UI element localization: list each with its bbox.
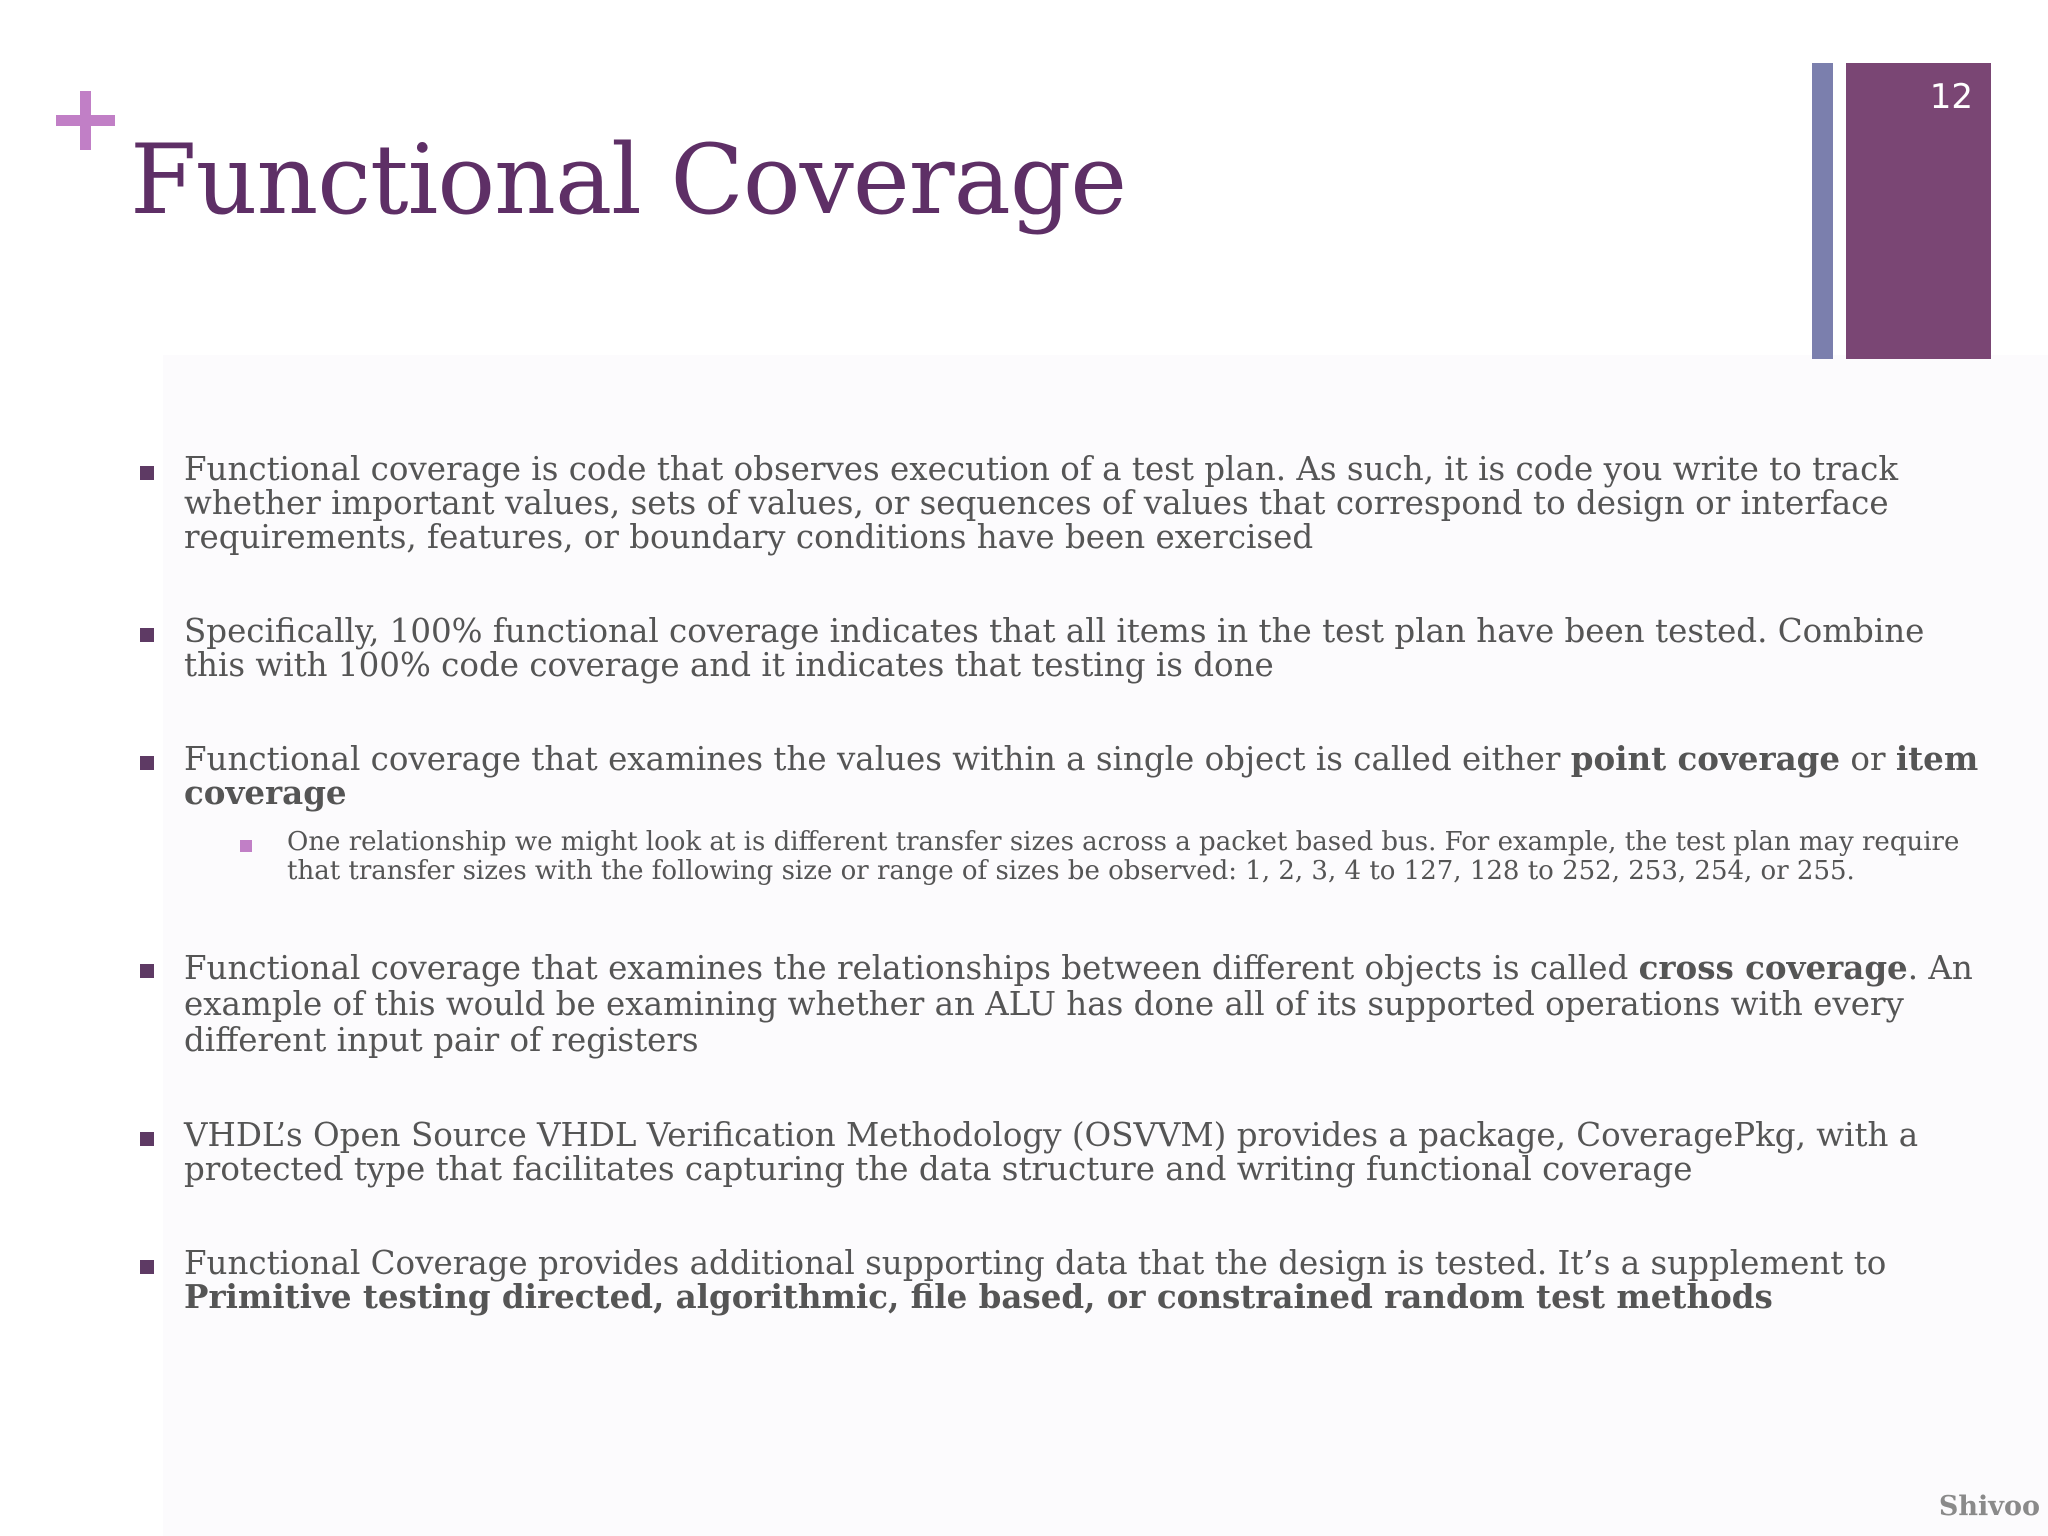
square-bullet-icon [140, 1132, 154, 1146]
footer-author: Shivoo [1938, 1491, 2040, 1522]
square-sub-bullet-icon [240, 840, 252, 852]
bullet-item [140, 1118, 1990, 1186]
square-bullet-icon [140, 628, 154, 642]
square-bullet-icon [140, 964, 154, 978]
bullet-text: Functional coverage that examines the values within a single object is called either [184, 740, 1571, 778]
page-number-block [1846, 63, 1991, 359]
square-bullet-icon [140, 466, 154, 480]
sub-bullet-text: One relationship we might look at is different transfer sizes across a packet based bus. For example, the test plan may require that transfer sizes with the following size or range of sizes be observed: 1, 2, 3, 4 to 127, 128 to 252, 253, 254, or 255. [287, 827, 1960, 886]
bold-term: item coverage [184, 739, 1979, 812]
slide-number: 12 [1929, 77, 1973, 117]
bullet-item [140, 614, 1990, 682]
square-bullet-icon [140, 756, 154, 770]
bullet-item [140, 950, 1990, 1058]
bullet-item [140, 1246, 1990, 1314]
bullet-item [140, 452, 1990, 554]
bold-term: point coverage [1570, 739, 1841, 778]
bold-term: Primitive testing directed, algorithmic, file based, or constrained random test methods [184, 1277, 1773, 1316]
square-bullet-icon [140, 1260, 154, 1274]
bullet-item [140, 739, 1990, 812]
bullet-text: or [1840, 740, 1896, 778]
plus-icon [56, 91, 115, 150]
bullet-text: Functional coverage is code that observes execution of a test plan. As such, it is code you write to track whether important values, sets of values, or sequences of values that correspond to design or interface requirements, features, or boundary conditions have been exercised [184, 450, 1899, 556]
slide-title: Functional Coverage [130, 124, 1127, 236]
bullet-text: . An example of this would be examining whether an ALU has done all of its supported operations with every different input pair of registers [184, 949, 1973, 1059]
bullet-text: Specifically, 100% functional coverage indicates that all items in the test plan have been tested. Combine this with 100% code coverage and it indicates that testing is done [184, 612, 1925, 684]
bullet-text: VHDL’s Open Source VHDL Verification Methodology (OSVVM) provides a package, CoveragePkg, with a protected type that facilitates capturing the data structure and writing functional coverage [184, 1116, 1919, 1188]
bullet-text: Functional Coverage provides additional supporting data that the design is tested. It’s a supplement to [184, 1244, 1887, 1282]
sub-bullet-item [237, 828, 1990, 886]
bold-term: cross coverage [1638, 948, 1908, 987]
bullet-list [140, 452, 1990, 1314]
bullet-text: Functional coverage that examines the relationships between different objects is called [184, 949, 1639, 987]
accent-bar [1812, 63, 1833, 359]
